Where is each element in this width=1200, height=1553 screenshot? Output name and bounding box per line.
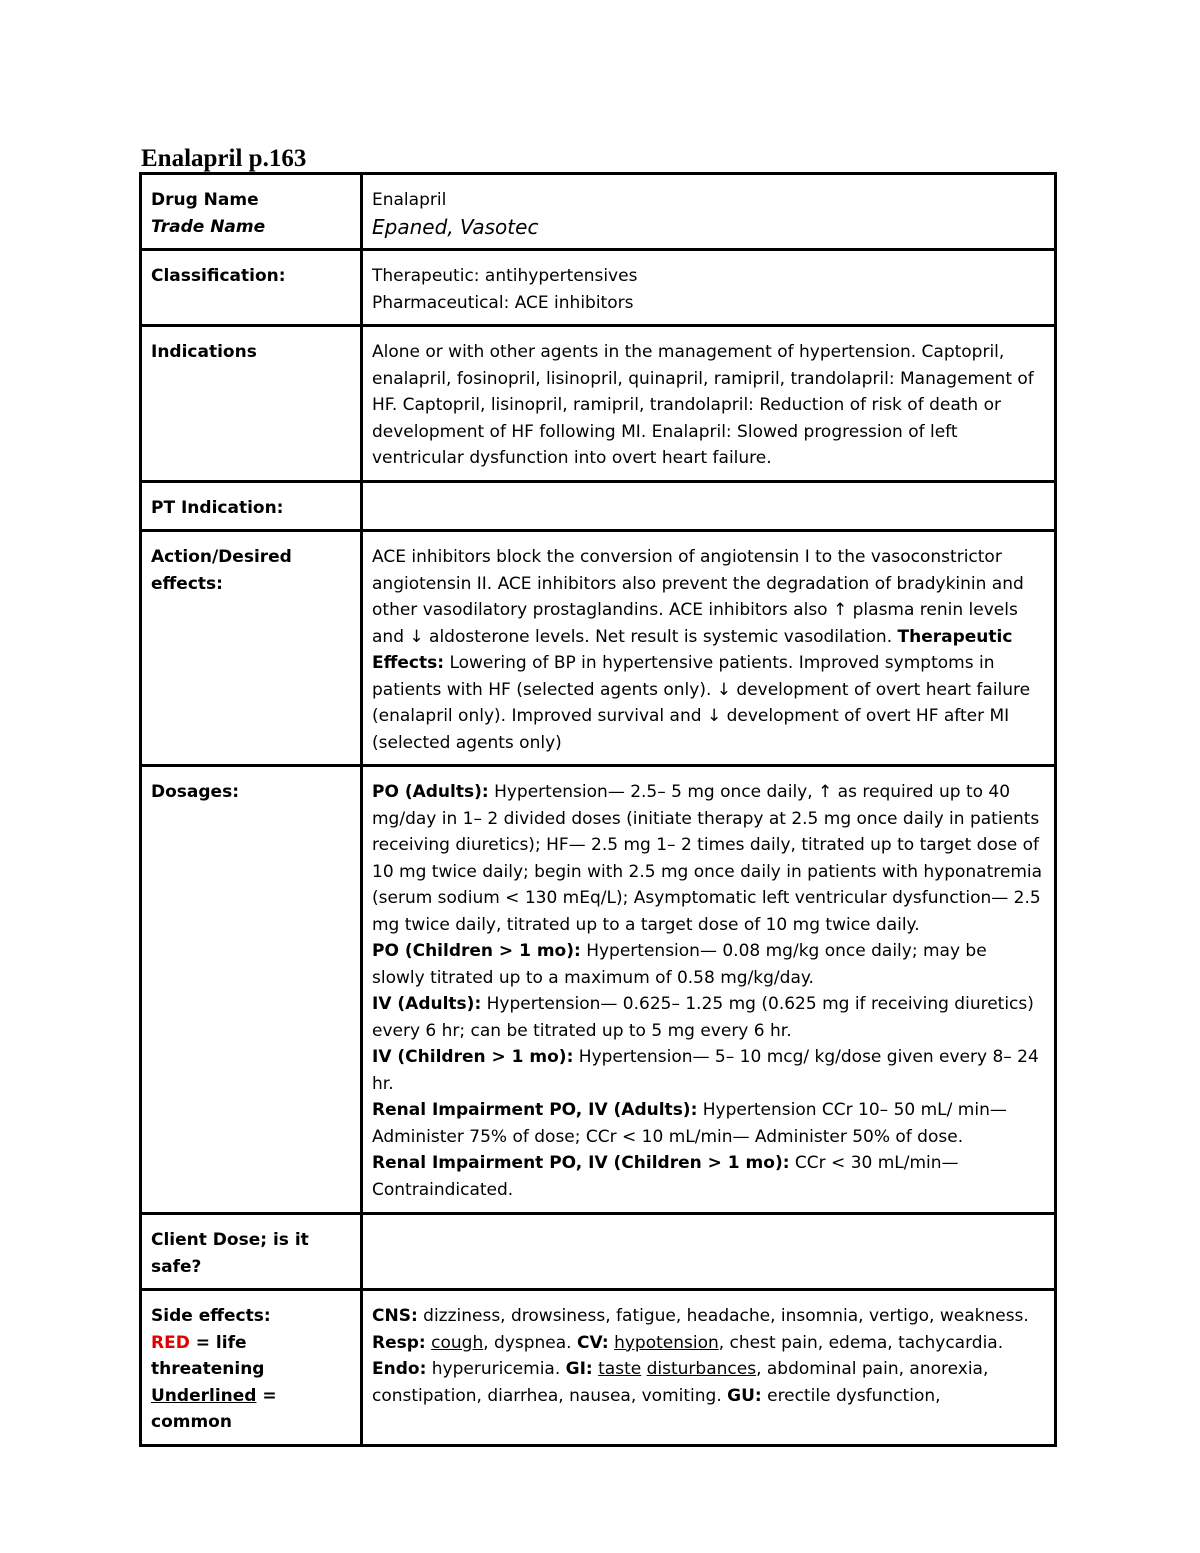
dosage-entry-text: CCr < 30 mL/min— Contraindicated. [372,1153,959,1200]
dosages-cell [362,766,1056,1214]
indications-text: Alone or with other agents in the management of hypertension. Captopril, enalapril, fosinopril, lisinopril, quinapril, ramipril, trandolapril: Management of HF. Captopril, lisinopril, ramipril, trandolapril: Reduction of risk of death or development of HF following MI. Enalapril: Slowed progression of left ventricular dysfunction into overt heart failure. [362,326,1056,482]
dosage-entry-text: Hypertension CCr 10– 50 mL/ min— Administer 75% of dose; CCr < 10 mL/min— Administer 50% of dose. [372,1100,1007,1147]
endo-text: hyperuricemia. [426,1359,566,1379]
side-effects-cns [372,1303,1044,1330]
drug-name-label: Drug Name [151,190,259,210]
gi-common-effect: taste [598,1359,642,1379]
row-drug-name [141,174,1056,250]
side-effects-endo-gi-gu [372,1356,1044,1409]
resp-heading: Resp: [372,1332,426,1353]
cv-text: , chest pain, edema, tachycardia. [718,1332,1004,1353]
pt-indication-label: PT Indication: [141,481,362,531]
legend-red-meaning: = life threatening [151,1332,265,1379]
indications-label: Indications [141,326,362,482]
legend-red-word: RED [151,1332,190,1353]
dosage-entry-heading: PO (Children > 1 mo): [372,941,581,961]
pt-indication-value[interactable] [362,481,1056,531]
side-effects-value-cell [362,1290,1056,1446]
side-effects-label: Side effects: [151,1306,271,1326]
client-dose-label: Client Dose; is it safe? [141,1214,362,1290]
classification-therapeutic: Therapeutic: antihypertensives [372,266,638,286]
dosage-entry-text: Hypertension— 5– 10 mcg/ kg/dose given every 8– 24 hr. [372,1047,1039,1094]
dosage-entry-text: Hypertension— 0.08 mg/kg once daily; may be slowly titrated up to a maximum of 0.58 mg/kg/day. [372,941,987,988]
dosage-entry-text: Hypertension— 2.5– 5 mg once daily, ↑ as required up to 40 mg/day in 1– 2 divided doses (initiate therapy at 2.5 mg once daily in patients receiving diuretics); HF— 2.5 mg 1– 2 times daily, titrated up to target dose of 10 mg twice daily; begin with 2.5 mg once daily in patients with hyponatremia (serum sodium < 130 mEq/L); Asymptomatic left ventricular dysfunction— 2.5 mg twice daily, titrated up to a target dose of 10 mg twice daily. [372,782,1043,935]
side-effects-resp-cv [372,1330,1044,1357]
classification-label: Classification: [141,250,362,326]
action-text-cell [362,531,1056,766]
resp-common-effect: cough [431,1332,484,1353]
action-label: Action/Desired effects: [141,531,362,766]
legend-red [151,1330,350,1383]
row-side-effects [141,1290,1056,1446]
row-classification [141,250,1056,326]
resp-text: , dyspnea. [483,1332,577,1353]
drug-name-label-cell [141,174,362,250]
dosage-entry [372,991,1044,1044]
client-dose-value[interactable] [362,1214,1056,1290]
cns-heading: CNS: [372,1306,418,1326]
dosage-entry-heading: IV (Adults): [372,994,482,1014]
classification-pharmaceutical: Pharmaceutical: ACE inhibitors [372,292,634,313]
dosage-entry [372,938,1044,991]
trade-name-label: Trade Name [151,216,266,237]
classification-value-cell [362,250,1056,326]
therapeutic-effects-text: Lowering of BP in hypertensive patients. Improved symptoms in patients with HF (selected agents only). ↓ development of overt heart failure (enalapril only). Improved survival and ↓ development of overt HF after MI (selected agents only) [372,653,1031,753]
drug-card-table [139,172,1057,1447]
cv-common-effect: hypotension [614,1332,719,1353]
cns-text: dizziness, drowsiness, fatigue, headache, insomnia, vertigo, weakness. [417,1306,1029,1326]
gi-text: , abdominal pain, anorexia, constipation, diarrhea, nausea, vomiting. [372,1359,989,1406]
generic-name: Enalapril [372,190,447,210]
row-pt-indication [141,481,1056,531]
dosages-label: Dosages: [141,766,362,1214]
drug-name-value-cell [362,174,1056,250]
side-effects-label-cell [141,1290,362,1446]
dosage-entry-heading: Renal Impairment PO, IV (Children > 1 mo): [372,1153,790,1173]
page-title: Enalapril p.163 [141,145,307,172]
legend-underlined-meaning: = common [151,1385,277,1432]
cv-heading: CV: [576,1332,609,1353]
gu-text: erectile dysfunction, [761,1385,941,1406]
legend-underlined-word: Underlined [151,1385,257,1406]
therapeutic-effects-label: Therapeutic Effects: [372,626,1013,673]
row-action [141,531,1056,766]
endo-heading: Endo: [372,1359,427,1379]
dosage-entry [372,1097,1044,1150]
gu-heading: GU: [727,1385,762,1406]
action-mechanism-text: ACE inhibitors block the conversion of angiotensin I to the vasoconstrictor angiotensin II. ACE inhibitors also prevent the degradation of bradykinin and other vasodilatory prostaglandins. ACE inhibitors also ↑ plasma renin levels and ↓ aldosterone levels. Net result is systemic vasodilation. [372,547,1024,647]
dosage-entry-heading: IV (Children > 1 mo): [372,1047,574,1067]
gi-common-effect: disturbances [646,1359,757,1379]
dosage-entry-text: Hypertension— 0.625– 1.25 mg (0.625 mg if receiving diuretics) every 6 hr; can be titrated up to 5 mg every 6 hr. [372,994,1034,1041]
dosage-entry [372,779,1044,938]
trade-name: Epaned, Vasotec [372,214,539,239]
dosage-entry-heading: Renal Impairment PO, IV (Adults): [372,1100,698,1120]
dosage-entry-heading: PO (Adults): [372,782,489,802]
row-indications [141,326,1056,482]
legend-underlined [151,1383,350,1436]
row-client-dose [141,1214,1056,1290]
gi-heading: GI: [565,1359,593,1379]
dosage-entry [372,1150,1044,1203]
dosage-entry [372,1044,1044,1097]
row-dosages [141,766,1056,1214]
